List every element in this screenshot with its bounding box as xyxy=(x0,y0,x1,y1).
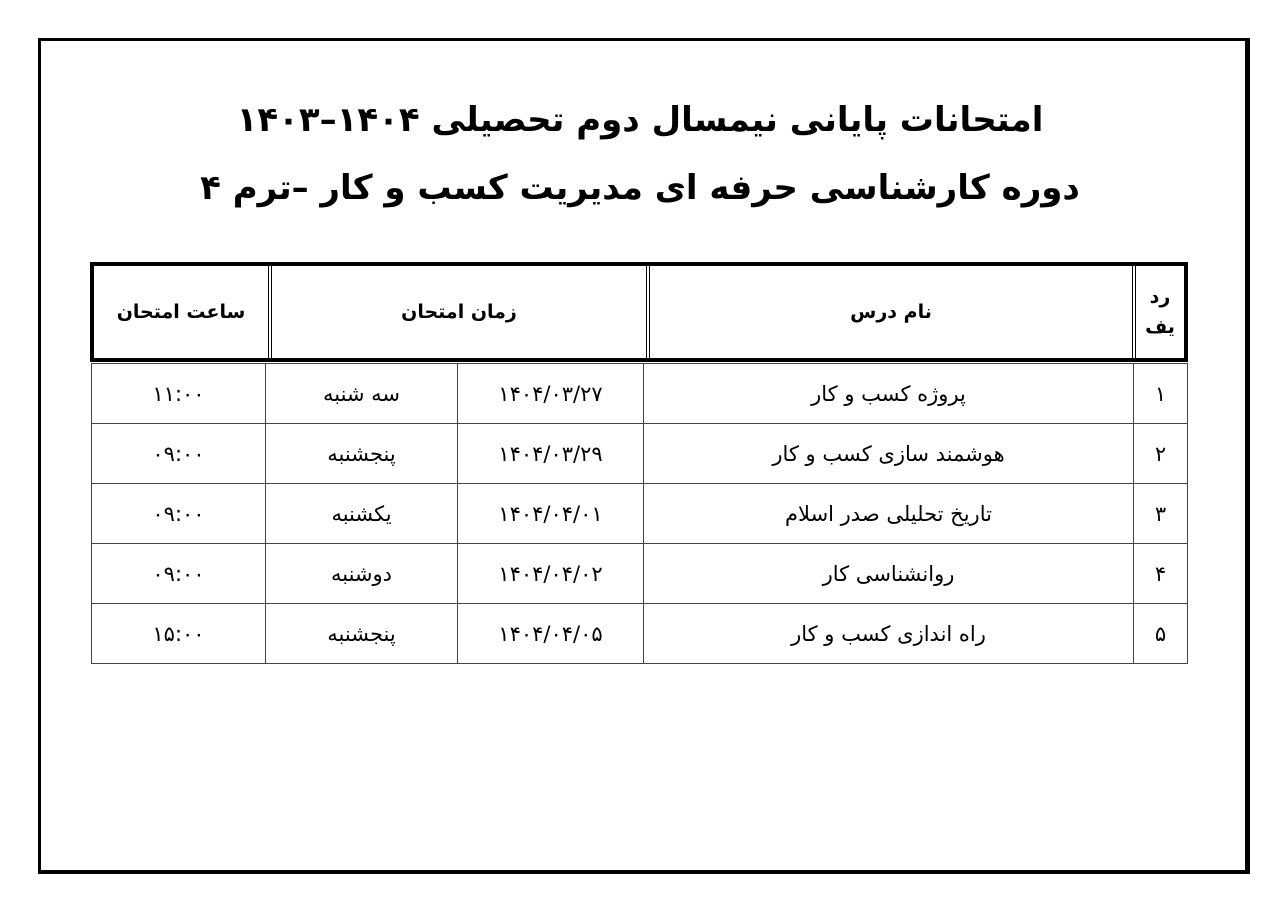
exam-date: ۱۴۰۴/۰۴/۰۵ xyxy=(458,604,644,664)
exam-weekday: پنجشنبه xyxy=(266,604,458,664)
exam-weekday: یکشنبه xyxy=(266,484,458,544)
header-exam-time: ساعت امتحان xyxy=(116,301,246,323)
header-course-name: نام درس xyxy=(646,266,1132,358)
header-row-number xyxy=(1132,266,1184,358)
row-number: ۵ xyxy=(1134,604,1188,664)
exam-date: ۱۴۰۴/۰۳/۲۷ xyxy=(458,364,644,424)
table-header xyxy=(90,262,1188,362)
row-number: ۱ xyxy=(1134,364,1188,424)
exam-time: ۱۵:۰۰ xyxy=(92,604,266,664)
header-exam-date: زمان امتحان xyxy=(268,266,646,358)
header-row-number-top: رد xyxy=(1149,286,1171,308)
exam-time: ۰۹:۰۰ xyxy=(92,484,266,544)
row-number: ۳ xyxy=(1134,484,1188,544)
exam-date: ۱۴۰۴/۰۳/۲۹ xyxy=(458,424,644,484)
header-row-number-bottom: یف xyxy=(1145,316,1175,338)
exam-date: ۱۴۰۴/۰۴/۰۲ xyxy=(458,544,644,604)
exam-weekday: سه شنبه xyxy=(266,364,458,424)
exam-weekday: پنجشنبه xyxy=(266,424,458,484)
table-row xyxy=(92,484,1188,544)
table-row xyxy=(92,424,1188,484)
exam-table xyxy=(91,363,1188,664)
course-name: راه اندازی کسب و کار xyxy=(644,604,1134,664)
table-row xyxy=(92,544,1188,604)
row-number: ۲ xyxy=(1134,424,1188,484)
course-name: تاریخ تحلیلی صدر اسلام xyxy=(644,484,1134,544)
table-row xyxy=(92,604,1188,664)
exam-weekday: دوشنبه xyxy=(266,544,458,604)
exam-time: ۱۱:۰۰ xyxy=(92,364,266,424)
exam-date: ۱۴۰۴/۰۴/۰۱ xyxy=(458,484,644,544)
exam-time: ۰۹:۰۰ xyxy=(92,424,266,484)
table-row xyxy=(92,364,1188,424)
course-name: روانشناسی کار xyxy=(644,544,1134,604)
course-name: هوشمند سازی کسب و کار xyxy=(644,424,1134,484)
row-number: ۴ xyxy=(1134,544,1188,604)
page-subtitle: دوره کارشناسی حرفه ای مدیریت کسب و کار –ترم ۴ xyxy=(200,168,1080,208)
course-name: پروژه کسب و کار xyxy=(644,364,1134,424)
exam-time: ۰۹:۰۰ xyxy=(92,544,266,604)
page-title: امتحانات پایانی نیمسال دوم تحصیلی ۱۴۰۴–۱۴۰۳ xyxy=(236,100,1044,140)
